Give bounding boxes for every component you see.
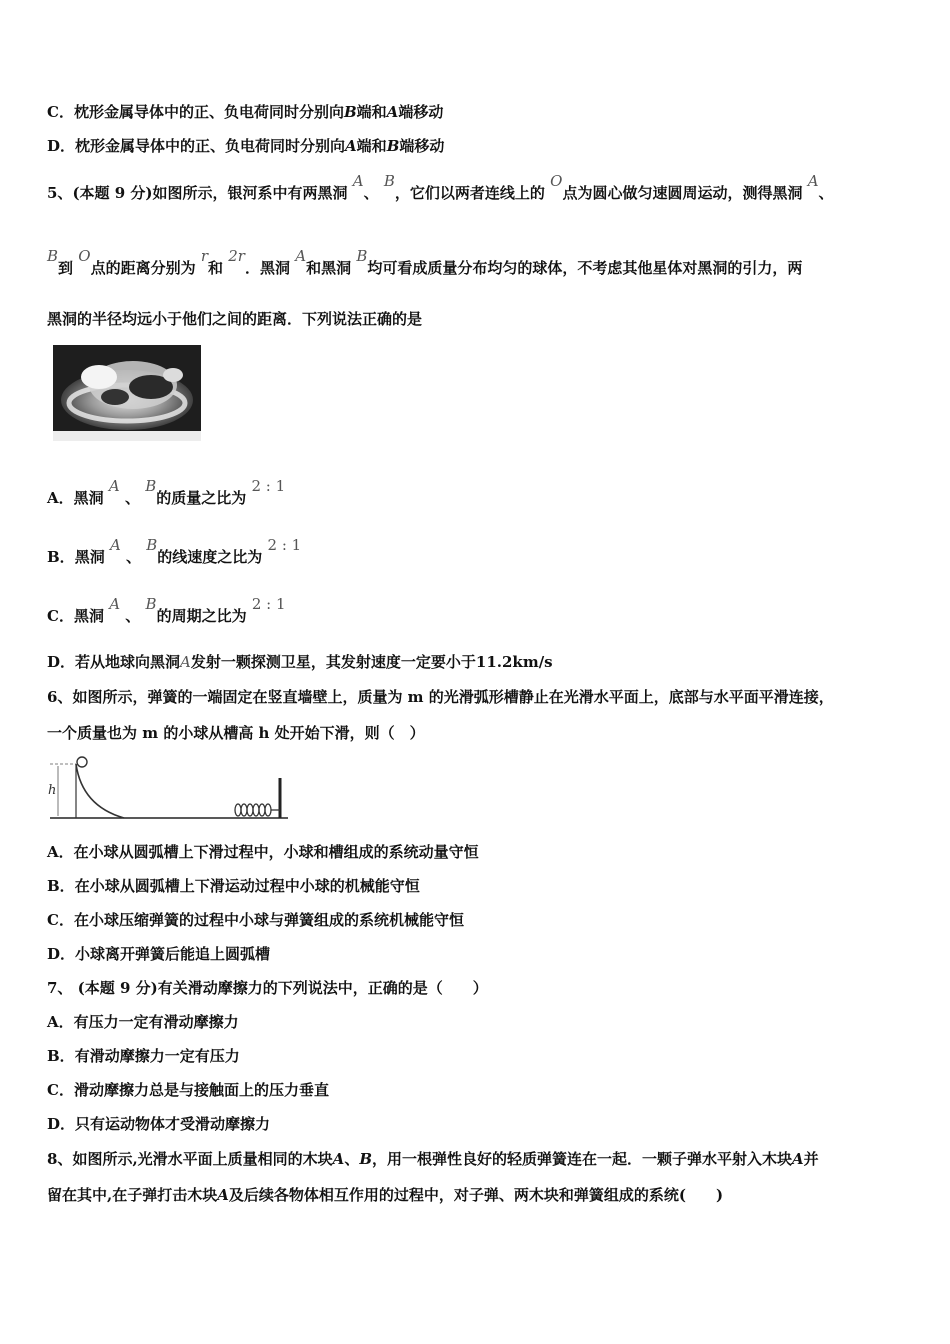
option-label: B． — [47, 548, 75, 566]
option-text: 端和 — [356, 103, 387, 121]
question-number: 8、 — [47, 1150, 73, 1168]
h-label: h — [48, 783, 57, 798]
var-b: B — [47, 247, 59, 265]
spring — [235, 804, 280, 816]
option-text: 在小球从圆弧槽上下滑过程中，小球和槽组成的系统动量守恒 — [73, 843, 479, 861]
option-text: 的周期之比为 — [156, 607, 247, 625]
var-b: B — [146, 536, 158, 554]
option-label: A． — [47, 489, 74, 507]
option-text: 有压力一定有滑动摩擦力 — [73, 1013, 239, 1031]
q7-stem — [47, 978, 488, 998]
q5-stem-line3 — [47, 309, 422, 329]
q7-option-b — [47, 1046, 240, 1066]
ratio-value: 2 : 1 — [251, 595, 286, 613]
var-r: r — [200, 247, 209, 265]
var-a: A — [295, 247, 307, 265]
option-text: 在小球从圆弧槽上下滑运动过程中小球的机械能守恒 — [74, 877, 420, 895]
stem-text: 黑洞的半径均远小于他们之间的距离．下列说法正确的是 — [47, 310, 423, 328]
q6-option-a — [47, 842, 479, 862]
slope-spring-figure — [44, 754, 294, 824]
stem-text: 一个质量也为 m 的小球从槽高 h 处开始下滑，则（ ） — [47, 724, 425, 742]
option-text: 滑动摩擦力总是与接触面上的压力垂直 — [73, 1081, 329, 1099]
q7-option-a — [47, 1012, 239, 1032]
q7-option-c — [47, 1080, 329, 1100]
stem-text: 及后续各物体相互作用的过程中，对子弹、两木块和弹簧组成的系统( ) — [228, 1186, 724, 1204]
stem-text: 、 — [344, 1150, 360, 1168]
q6-option-c — [47, 910, 464, 930]
option-text: 的质量之比为 — [156, 489, 247, 507]
option-text: 枕形金属导体中的正、负电荷同时分别向 — [75, 137, 346, 155]
stem-text: 如图所示,光滑水平面上质量相同的木块 — [72, 1150, 333, 1168]
q6-stem-line2 — [47, 723, 425, 743]
option-label: A． — [47, 843, 74, 861]
q6-option-d — [47, 944, 270, 964]
var-a: A — [345, 137, 357, 155]
option-text: 小球离开弹簧后能追上圆弧槽 — [75, 945, 271, 963]
option-text: 端和 — [356, 137, 387, 155]
q5-option-d — [47, 652, 553, 672]
option-label: C． — [47, 103, 74, 121]
stem-text: ，用一根弹性良好的轻质弹簧连在一起．一颗子弹水平射入木块 — [372, 1150, 793, 1168]
var-2r: 2r — [228, 247, 245, 265]
option-text: 黑洞 — [73, 607, 104, 625]
option-label: B． — [47, 877, 75, 895]
option-text: 在小球压缩弹簧的过程中小球与弹簧组成的系统机械能守恒 — [73, 911, 464, 929]
var-b: B — [145, 477, 157, 495]
q5-stem-line1 — [47, 172, 834, 203]
var-b: B — [359, 1150, 373, 1168]
stem-text: 、 — [363, 184, 379, 202]
q6-stem-line1 — [47, 687, 834, 707]
var-a: A — [332, 1150, 345, 1168]
option-text: 端移动 — [398, 103, 444, 121]
option-text: 、 — [126, 548, 142, 566]
option-label: D． — [47, 945, 76, 963]
stem-text: ，它们以两者连线上的 — [394, 184, 545, 202]
stem-text: 如图所示，弹簧的一端固定在竖直墙壁上，质量为 m 的光滑弧形槽静止在光滑水平面上，底部与水平面平滑连接， — [72, 688, 834, 706]
var-a: A — [386, 103, 399, 121]
q5-option-c — [47, 595, 286, 626]
var-b: B — [356, 247, 368, 265]
var-a: A — [217, 1186, 229, 1204]
var-o: O — [550, 172, 563, 190]
question-score: (本题 9 分) — [72, 184, 153, 202]
option-text: 若从地球向黑洞 — [75, 653, 181, 671]
question-number: 5、 — [47, 184, 73, 202]
question-number: 7、 — [47, 979, 73, 997]
stem-text: 均可看成质量分布均匀的球体，不考虑其他星体对黑洞的引力，两 — [367, 259, 803, 277]
black-hole-figure — [53, 345, 201, 441]
var-a: A — [352, 172, 364, 190]
option-label: D． — [47, 653, 76, 671]
option-label: B． — [47, 1047, 75, 1065]
var-a: A — [792, 1150, 804, 1168]
stem-text: 和 — [208, 259, 224, 277]
option-text: 端移动 — [399, 137, 445, 155]
option-text: 有滑动摩擦力一定有压力 — [74, 1047, 240, 1065]
option-label: C． — [47, 911, 74, 929]
option-label: C． — [47, 1081, 74, 1099]
q6-option-b — [47, 876, 420, 896]
q5-option-b — [47, 536, 302, 567]
stem-text: 点的距离分别为 — [90, 259, 196, 277]
q4-option-d — [47, 136, 444, 156]
q8-stem-line1 — [47, 1149, 819, 1169]
option-label: A． — [47, 1013, 74, 1031]
stem-text: 、 — [818, 184, 834, 202]
q7-option-d — [47, 1114, 270, 1134]
stem-text: 到 — [58, 259, 74, 277]
q8-stem-line2 — [47, 1185, 723, 1205]
option-label: C． — [47, 607, 74, 625]
option-text: 黑洞 — [74, 548, 105, 566]
option-text: 、 — [125, 607, 141, 625]
option-text: 、 — [124, 489, 140, 507]
q5-stem-line2 — [47, 247, 803, 278]
var-b: B — [145, 595, 157, 613]
var-a: A — [108, 477, 120, 495]
var-a: A — [807, 172, 819, 190]
q5-option-a — [47, 477, 286, 508]
option-label: D． — [47, 137, 76, 155]
ratio-value: 2 : 1 — [251, 477, 286, 495]
stem-text: ．黑洞 — [244, 259, 290, 277]
option-text: 只有运动物体才受滑动摩擦力 — [75, 1115, 271, 1133]
var-o: O — [78, 247, 91, 265]
q4-option-c — [47, 102, 443, 122]
var-b: B — [386, 137, 400, 155]
stem-text: 点为圆心做匀速圆周运动，测得黑洞 — [562, 184, 803, 202]
option-label: D． — [47, 1115, 76, 1133]
stem-text: 并 — [803, 1150, 819, 1168]
stem-text: 如图所示，银河系中有两黑洞 — [152, 184, 348, 202]
option-text: 发射一颗探测卫星，其发射速度一定要小于 — [190, 653, 476, 671]
option-text: 的线速度之比为 — [157, 548, 263, 566]
stem-text: 和黑洞 — [306, 259, 352, 277]
var-b: B — [383, 172, 395, 190]
var-a: A — [109, 536, 121, 554]
option-text: 黑洞 — [73, 489, 104, 507]
ratio-value: 2 : 1 — [267, 536, 302, 554]
stem-text: 留在其中,在子弹打击木块 — [47, 1186, 218, 1204]
stem-text: (本题 9 分)有关滑动摩擦力的下列说法中，正确的是（ ） — [72, 979, 488, 997]
question-number: 6、 — [47, 688, 73, 706]
option-text: 枕形金属导体中的正、负电荷同时分别向 — [73, 103, 344, 121]
var-a: A — [109, 595, 121, 613]
var-b: B — [343, 103, 357, 121]
speed-value: 11.2km/s — [475, 653, 553, 671]
var-a: A — [180, 653, 191, 671]
